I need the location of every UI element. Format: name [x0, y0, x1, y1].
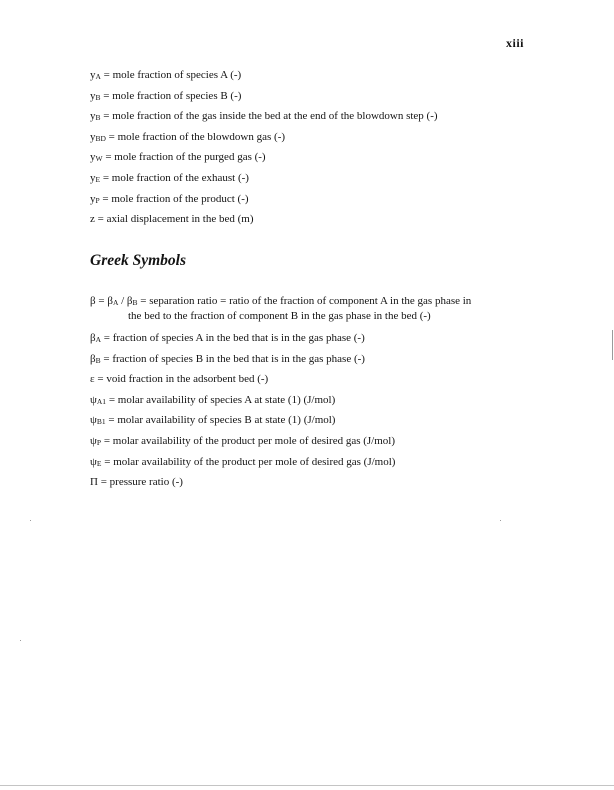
symbol: y	[90, 171, 96, 184]
scan-edge-mark	[612, 330, 613, 360]
list-item	[90, 472, 540, 493]
symbol: ψ	[90, 455, 97, 468]
symbol: ψ	[90, 414, 97, 427]
definition-continuation: the bed to the fraction of component B in the gas phase in the bed (-)	[128, 309, 431, 322]
slash: /	[118, 295, 127, 307]
scan-speck	[20, 640, 21, 641]
list-item	[90, 65, 530, 86]
equals-sign: =	[95, 295, 108, 307]
symbol-subscript: B	[95, 113, 101, 123]
symbol-subscript: A1	[96, 396, 107, 406]
scan-speck	[30, 520, 31, 521]
symbol: β	[90, 332, 96, 344]
symbol-subscript: P	[95, 195, 100, 205]
symbol: ε	[90, 373, 95, 386]
symbol-subscript: E	[95, 174, 101, 184]
symbol-subscript: E	[96, 458, 102, 468]
list-item	[90, 452, 540, 473]
symbol: y	[90, 69, 96, 81]
definition: = molar availability of species A at state (1) (J/mol)	[106, 393, 336, 406]
scan-bottom-edge	[0, 785, 614, 786]
symbol-subscript: B	[132, 298, 138, 307]
scan-speck	[500, 520, 501, 521]
symbol-subscript: A	[95, 72, 101, 81]
symbol: β	[90, 352, 96, 365]
symbol: y	[90, 151, 96, 164]
list-item	[90, 431, 540, 452]
definition: = separation ratio = ratio of the fraction of component A in the gas phase in	[137, 295, 472, 307]
list-item	[90, 86, 530, 107]
greek-symbols-list	[90, 294, 540, 493]
symbol: y	[90, 130, 96, 143]
list-item	[90, 369, 540, 390]
definition: = mole fraction of the purged gas (-)	[102, 151, 266, 164]
beta-definition-item	[90, 294, 540, 323]
symbol-subscript: W	[95, 154, 103, 164]
symbol: β	[90, 295, 96, 307]
list-item	[90, 349, 540, 370]
list-item	[90, 106, 530, 127]
symbol: ψ	[90, 434, 97, 447]
symbol-subscript: B	[95, 355, 101, 365]
definition: = void fraction in the adsorbent bed (-)	[94, 373, 269, 386]
definition: = molar availability of species B at state (1) (J/mol)	[105, 414, 336, 427]
definition: = fraction of species A in the bed that is in the gas phase (-)	[101, 332, 365, 344]
list-item	[90, 168, 530, 189]
definition: = mole fraction of the gas inside the bed at the end of the blowdown step (-)	[100, 110, 438, 123]
definition: = mole fraction of the exhaust (-)	[100, 171, 249, 184]
list-item	[90, 410, 540, 431]
symbol: Π	[90, 476, 98, 489]
list-item	[90, 189, 530, 210]
definition: = molar availability of the product per mole of desired gas (J/mol)	[101, 434, 396, 447]
greek-symbols-heading: Greek Symbols	[90, 252, 187, 269]
symbol: β	[126, 295, 133, 307]
page-number: xiii	[505, 36, 524, 50]
symbol-subscript: A	[95, 335, 102, 344]
symbol: y	[90, 192, 96, 205]
symbol: z	[90, 213, 95, 226]
symbol-subscript: P	[96, 437, 102, 447]
definition: = molar availability of the product per mole of desired gas (J/mol)	[101, 455, 396, 468]
symbol: y	[90, 89, 96, 102]
list-item	[90, 328, 540, 349]
definition: = mole fraction of species B (-)	[100, 89, 242, 102]
nomenclature-list	[90, 65, 530, 230]
symbol: ψ	[90, 393, 97, 406]
definition: = pressure ratio (-)	[97, 476, 183, 489]
definition: = axial displacement in the bed (m)	[94, 213, 254, 226]
symbol-subscript: BD	[95, 133, 106, 143]
symbol-subscript: B	[95, 92, 101, 102]
symbol-subscript: A	[112, 298, 119, 307]
list-item	[90, 127, 530, 148]
symbol-subscript: B1	[96, 417, 106, 427]
symbol: β	[107, 295, 113, 307]
definition: = mole fraction of species A (-)	[100, 69, 242, 81]
list-item	[90, 390, 540, 411]
definition: = mole fraction of the product (-)	[99, 192, 249, 205]
list-item	[90, 209, 530, 230]
list-item	[90, 147, 530, 168]
symbol: y	[90, 110, 96, 123]
definition: = fraction of species B in the bed that is in the gas phase (-)	[100, 352, 365, 365]
definition: = mole fraction of the blowdown gas (-)	[105, 130, 286, 143]
